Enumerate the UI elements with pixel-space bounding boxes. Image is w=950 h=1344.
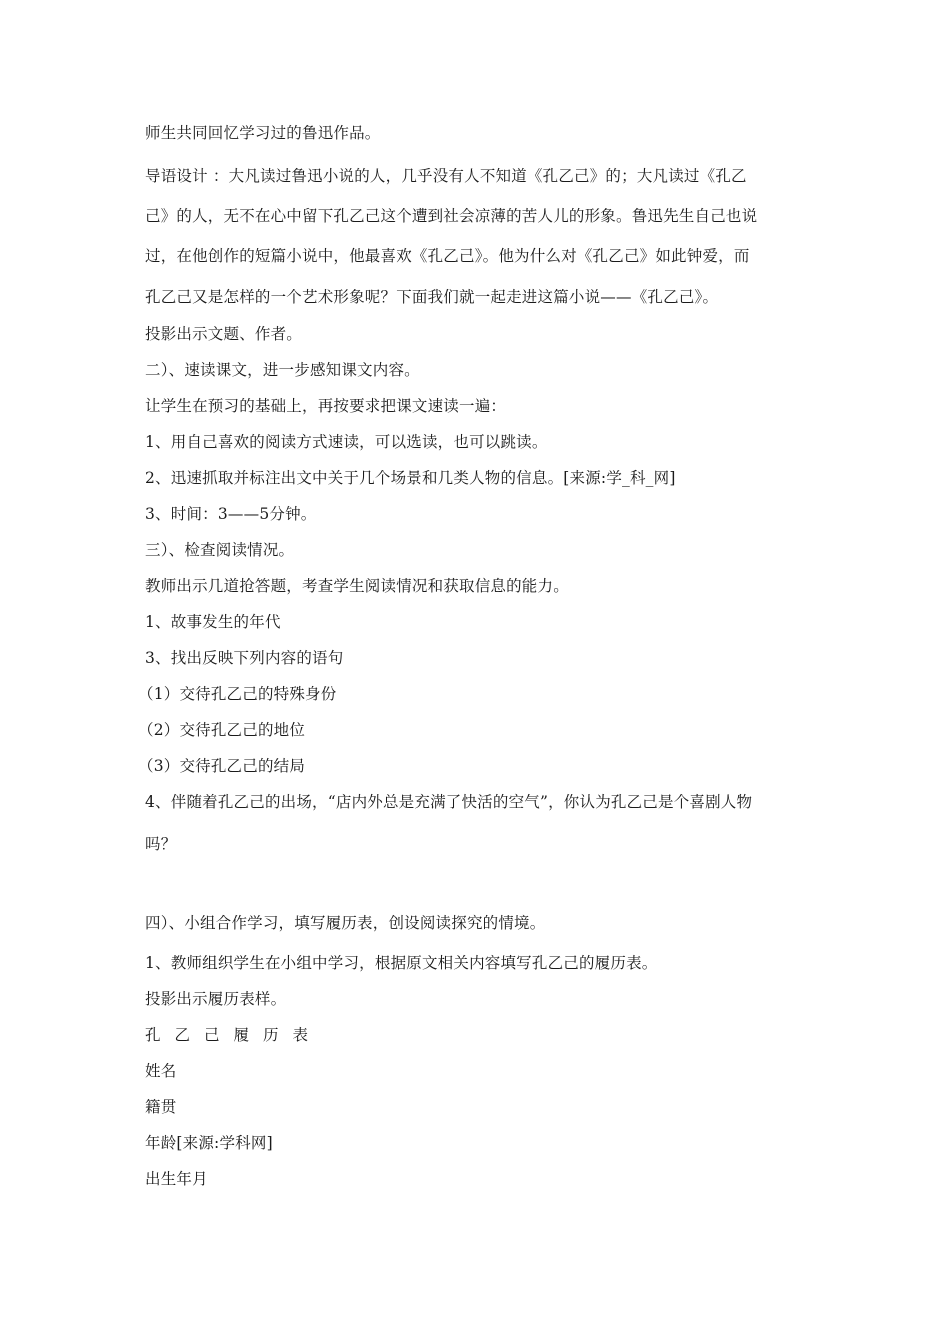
text-line: 孔乙己又是怎样的一个艺术形象呢？下面我们就一起走进这篇小说——《孔乙己》。 [145,288,719,306]
text-line: 让学生在预习的基础上，再按要求把课文速读一遍： [145,397,507,415]
section-heading: 三）、检查阅读情况。 [145,541,295,559]
text-line: 吗？ [145,835,177,853]
resume-field-birthdate: 出生年月 [145,1170,208,1188]
sub-list-item: （3）交待孔乙己的结局 [138,757,306,775]
text-line: 过，在他创作的短篇小说中，他最喜欢《孔乙己》。他为什么对《孔乙己》如此钟爱，而 [145,247,750,265]
text-line: 导语设计 ：大凡读过鲁迅小说的人，几乎没有人不知道《孔乙己》的；大凡读过《孔乙 [145,167,747,185]
list-item: 4、伴随着孔乙己的出场，“店内外总是充满了快活的空气”，你认为孔乙己是个喜剧人物 [145,793,753,811]
list-item: 1、教师组织学生在小组中学习，根据原文相关内容填写孔乙己的履历表。 [145,954,658,972]
text-line: 教师出示几道抢答题，考查学生阅读情况和获取信息的能力。 [145,577,569,595]
list-item: 2、迅速抓取并标注出文中关于几个场景和几类人物的信息。[来源:学_科_网] [145,469,676,487]
resume-field-name: 姓名 [145,1062,177,1080]
resume-field-age: 年龄[来源:学科网] [145,1134,273,1152]
section-heading: 四）、小组合作学习，填写履历表，创设阅读探究的情境。 [145,914,546,932]
list-item: 3、时间：3——5分钟。 [145,505,317,523]
list-item: 3、找出反映下列内容的语句 [145,649,344,667]
text-line: 投影出示履历表样。 [145,990,287,1008]
resume-field-hometown: 籍贯 [145,1098,177,1116]
resume-table-title: 孔乙己履历表 [145,1026,323,1044]
section-heading: 二）、速读课文，进一步感知课文内容。 [145,361,420,379]
text-line: 师生共同回忆学习过的鲁迅作品。 [145,124,381,142]
list-item: 1、故事发生的年代 [145,613,281,631]
text-line: 投影出示文题、作者。 [145,325,303,343]
sub-list-item: （1）交待孔乙己的特殊身份 [138,685,337,703]
text-line: 己》的人，无不在心中留下孔乙己这个遭到社会凉薄的苦人儿的形象。鲁迅先生自己也说 [145,207,758,225]
sub-list-item: （2）交待孔乙己的地位 [138,721,306,739]
list-item: 1、用自己喜欢的阅读方式速读，可以选读，也可以跳读。 [145,433,548,451]
